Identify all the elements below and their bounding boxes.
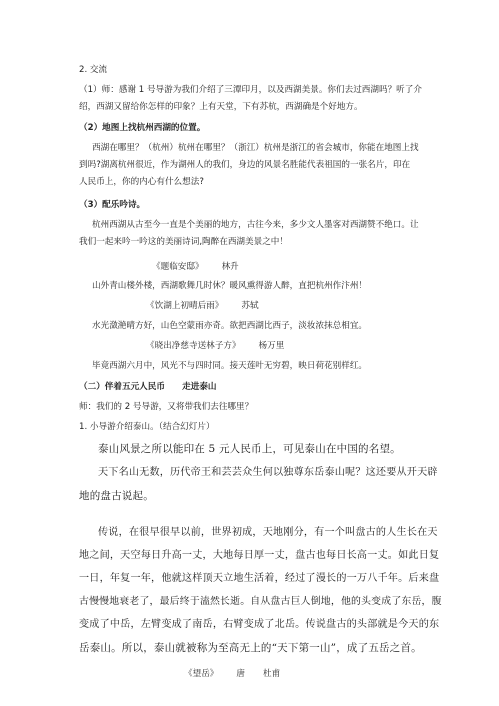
q1-text: 师：感谢 1 号导游为我们介绍了三潭印月，以及西湖美景。你们去过西湖吗？听了介 xyxy=(101,85,422,95)
poem-title: 《望岳》 xyxy=(184,669,219,679)
section-heading-exchange: 2. 交流 xyxy=(79,65,108,75)
paragraph-q2-line2: 到吗?湖离杭州很近，作为湖州人的我们，身边的风景名胜能代表祖国的一张名片，印在 xyxy=(79,160,411,170)
handwritten-line: 地之间，天空每日升高一丈，大地每日厚一丈，盘古也每日长高一丈。如此日复 xyxy=(79,550,440,561)
poem-author: 杨万里 xyxy=(258,341,285,351)
handwritten-line: 泰山风景之所以能印在 5 元人民币上，可见泰山在中国的名望。 xyxy=(98,443,401,455)
poem-title-line xyxy=(146,340,302,352)
paragraph-q2-line3: 人民币上，你的内心有什么想法? xyxy=(79,177,204,187)
handwritten-line: 古慢慢地衰老了，最后终于溘然长逝。自从盘古巨人倒地，他的头变成了东岳，腹 xyxy=(79,596,442,607)
q1-label: （1） xyxy=(79,85,102,95)
poem-title-line xyxy=(184,668,298,680)
paragraph-q1-line1 xyxy=(79,84,422,96)
q2-heading: （2）地图上找杭州西湖的位置。 xyxy=(79,123,206,133)
poem-author: 杜甫 xyxy=(263,669,281,679)
poem-title: 《饮湖上初晴后雨》 xyxy=(146,301,224,311)
poem-text: 水光潋滟晴方好，山色空蒙雨亦奇。欲把西湖比西子，淡妆浓抹总相宜。 xyxy=(92,321,368,331)
q3-heading: （3）配乐吟诗。 xyxy=(79,200,146,210)
poem-title: 《题临安邸》 xyxy=(152,262,204,272)
handwritten-line: 一日，年复一年，他就这样顶天立地生活着，经过了漫长的一万八千年。后来盘 xyxy=(79,573,440,584)
poem-title: 《晓出净慈寺送林子方》 xyxy=(146,341,241,351)
handwritten-line: 传说，在很早很早以前，世界初成，天地刚分，有一个叫盘古的人生长在天 xyxy=(98,527,438,538)
section-heading-taishan: （二）伴着五元人民币 走进泰山 xyxy=(79,382,217,392)
handwritten-line: 岳泰山。所以，泰山就被称为至高无上的“天下第一山”，成了五岳之首。 xyxy=(79,642,422,654)
handwritten-line: 变成了中岳，左臂变成了南岳，右臂变成了北岳。传说盘古的头部就是今天的东 xyxy=(79,619,440,630)
intro-line: 1. 小导游介绍泰山。（结合幻灯片） xyxy=(79,422,215,432)
poem-dynasty: 唐 xyxy=(236,669,245,679)
poem-title-line xyxy=(146,300,277,312)
teacher-line: 师：我们的 2 号导游，又将带我们去往哪里？ xyxy=(79,402,254,412)
poem-title-line xyxy=(152,261,257,273)
paragraph-q1-line2: 绍，西湖又留给你怎样的印象？上有天堂，下有苏杭，西湖确是个好地方。 xyxy=(79,102,363,112)
poem-author: 林升 xyxy=(221,262,239,272)
poem-author: 苏轼 xyxy=(241,301,259,311)
poem-text: 山外青山楼外楼，西湖歌舞几时休？暖风熏得游人醉，直把杭州作汴州！ xyxy=(92,281,368,291)
poem-text: 毕竟西湖六月中，风光不与四时同。接天莲叶无穷碧，映日荷花别样红。 xyxy=(92,361,368,371)
paragraph-q3-line1: 杭州西湖从古至今一直是个美丽的地方，古往今来，多少文人墨客对西湖赞不绝口。让 xyxy=(92,220,419,230)
handwritten-line: 天下名山无数，历代帝王和芸芸众生何以独尊东岳泰山呢？这还要从开天辟 xyxy=(98,467,438,478)
paragraph-q2-line1: 西湖在哪里？（杭州）杭州在哪里？（浙江）杭州是浙江的省会城市，你能在地图上找 xyxy=(92,143,419,153)
paragraph-q3-line2: 我们一起来吟一吟这的美丽诗词,陶醉在西湖美景之中！ xyxy=(79,237,288,247)
handwritten-line: 地的盘古说起。 xyxy=(79,490,154,502)
